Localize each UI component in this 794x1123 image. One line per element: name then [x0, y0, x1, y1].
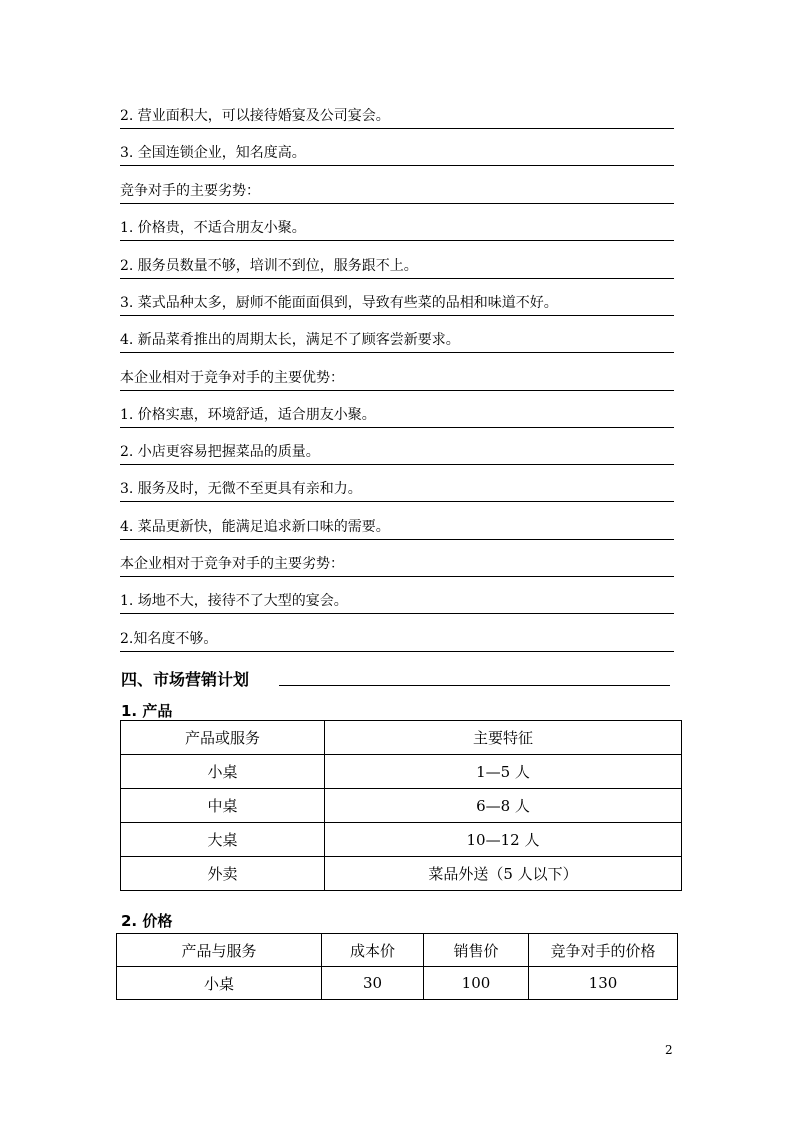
table-header-cell: 产品与服务 [117, 934, 322, 967]
table-cell: 大桌 [121, 823, 325, 857]
page-number: 2 [665, 1043, 673, 1057]
table-row [121, 789, 682, 823]
text-line: 本企业相对于竞争对手的主要劣势： [120, 552, 674, 577]
product-table [120, 720, 682, 891]
text-line: 1. 场地不大，接待不了大型的宴会。 [120, 589, 674, 614]
table-header-row [121, 721, 682, 755]
text-line: 3. 菜式品种太多，厨师不能面面俱到，导致有些菜的品相和味道不好。 [120, 291, 674, 316]
table-row [121, 755, 682, 789]
table-cell: 菜品外送（5 人以下） [325, 857, 682, 891]
text-line: 1. 价格贵，不适合朋友小聚。 [120, 216, 674, 241]
table-header-cell: 成本价 [322, 934, 424, 967]
text-line: 3. 全国连锁企业，知名度高。 [120, 141, 674, 166]
section-heading: 四、市场营销计划 [121, 670, 250, 689]
table-header-cell: 销售价 [424, 934, 529, 967]
text-line: 4. 菜品更新快，能满足追求新口味的需要。 [120, 515, 674, 540]
table-cell: 小桌 [121, 755, 325, 789]
text-line: 4. 新品菜肴推出的周期太长，满足不了顾客尝新要求。 [120, 328, 674, 353]
table-header-cell: 竞争对手的价格 [529, 934, 678, 967]
price-heading: 2. 价格 [121, 912, 173, 930]
text-line: 3. 服务及时，无微不至更具有亲和力。 [120, 477, 674, 502]
table-header-cell: 产品或服务 [121, 721, 325, 755]
table-header-row [117, 934, 678, 967]
text-line: 竞争对手的主要劣势： [120, 179, 674, 204]
table-header-cell: 主要特征 [325, 721, 682, 755]
table-row [117, 967, 678, 1000]
price-table [116, 933, 678, 1000]
table-cell: 中桌 [121, 789, 325, 823]
table-cell: 小桌 [117, 967, 322, 1000]
text-line: 2. 营业面积大，可以接待婚宴及公司宴会。 [120, 104, 674, 129]
text-line: 2.知名度不够。 [120, 627, 674, 652]
table-cell: 外卖 [121, 857, 325, 891]
table-row [121, 823, 682, 857]
table-row [121, 857, 682, 891]
text-line: 2. 服务员数量不够，培训不到位，服务跟不上。 [120, 254, 674, 279]
table-cell: 130 [529, 967, 678, 1000]
text-line: 本企业相对于竞争对手的主要优势： [120, 366, 674, 391]
product-heading: 1. 产品 [121, 702, 173, 720]
heading-underline [279, 685, 670, 686]
table-cell: 100 [424, 967, 529, 1000]
table-cell: 10—12 人 [325, 823, 682, 857]
table-cell: 6—8 人 [325, 789, 682, 823]
text-line: 2. 小店更容易把握菜品的质量。 [120, 440, 674, 465]
table-cell: 30 [322, 967, 424, 1000]
text-line: 1. 价格实惠，环境舒适，适合朋友小聚。 [120, 403, 674, 428]
table-cell: 1—5 人 [325, 755, 682, 789]
